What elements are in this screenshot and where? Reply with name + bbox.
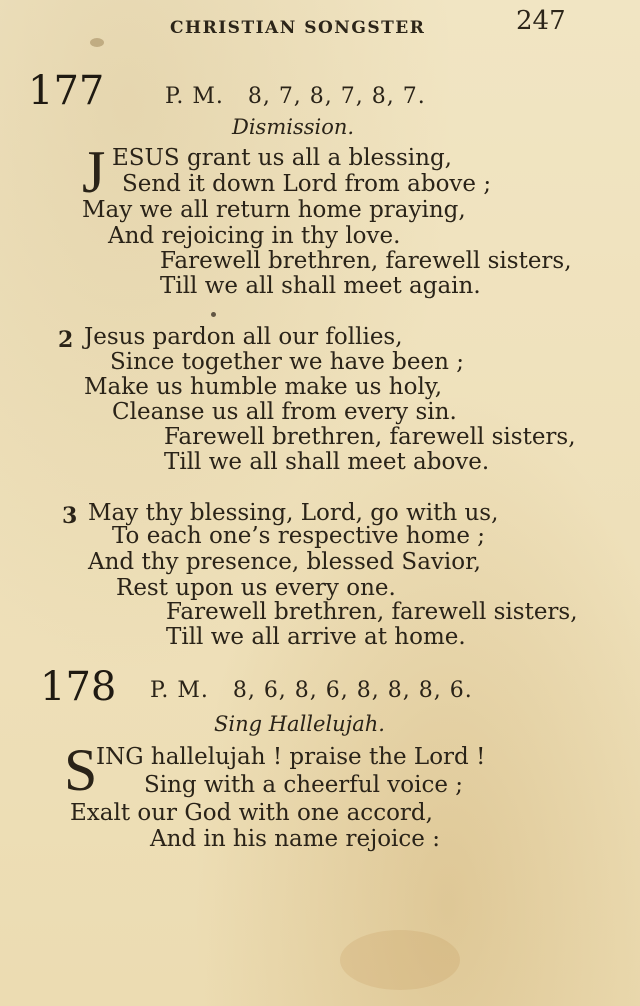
hymn-meter: P. M. 8, 6, 8, 6, 8, 8, 8, 6. [150, 678, 473, 703]
ink-smudge [211, 312, 216, 317]
hymn-number: 177 [28, 68, 105, 114]
hymn-line: Exalt our God with one accord, [70, 800, 433, 826]
hymn-line: Till we all shall meet again. [160, 273, 481, 299]
hymn-title: Sing Hallelujah. [214, 712, 385, 736]
hymn-line: And rejoicing in thy love. [108, 223, 401, 249]
hymn-line: ING hallelujah ! praise the Lord ! [96, 744, 486, 770]
hymn-line: Farewell brethren, farewell sisters, [166, 599, 578, 625]
hymn-line: To each one’s respective home ; [112, 523, 486, 549]
hymn-line: Farewell brethren, farewell sisters, [164, 424, 576, 450]
hymn-line: Rest upon us every one. [116, 575, 396, 601]
hymn-line: May we all return home praying, [82, 197, 466, 223]
hymn-title: Dismission. [232, 115, 355, 139]
ink-smudge [90, 38, 104, 47]
page-number: 247 [516, 6, 566, 36]
running-head: CHRISTIAN SONGSTER [170, 18, 426, 38]
paper-stain [340, 930, 460, 990]
drop-cap: J [82, 139, 106, 205]
stanza-number: 3 [62, 503, 78, 529]
hymn-line: Since together we have been ; [110, 349, 464, 375]
hymn-line: Farewell brethren, farewell sisters, [160, 248, 572, 274]
hymn-line: Sing with a cheerful voice ; [144, 772, 464, 798]
hymn-line: And in his name rejoice : [150, 826, 440, 852]
hymn-meter: P. M. 8, 7, 8, 7, 8, 7. [165, 84, 426, 109]
hymn-line: Cleanse us all from every sin. [112, 399, 457, 425]
hymn-number: 178 [40, 664, 117, 710]
stanza-number: 2 [58, 327, 74, 353]
hymn-line: And thy presence, blessed Savior, [88, 549, 481, 575]
hymn-line: Till we all shall meet above. [164, 449, 490, 475]
hymn-line: Make us humble make us holy, [84, 374, 443, 400]
hymn-line: ESUS grant us all a blessing, [112, 145, 452, 171]
hymn-line: Jesus pardon all our follies, [84, 324, 403, 350]
hymn-line: Till we all arrive at home. [166, 624, 466, 650]
hymn-line: Send it down Lord from above ; [122, 171, 492, 197]
hymn-line: May thy blessing, Lord, go with us, [88, 500, 499, 526]
drop-cap: S [64, 737, 98, 803]
